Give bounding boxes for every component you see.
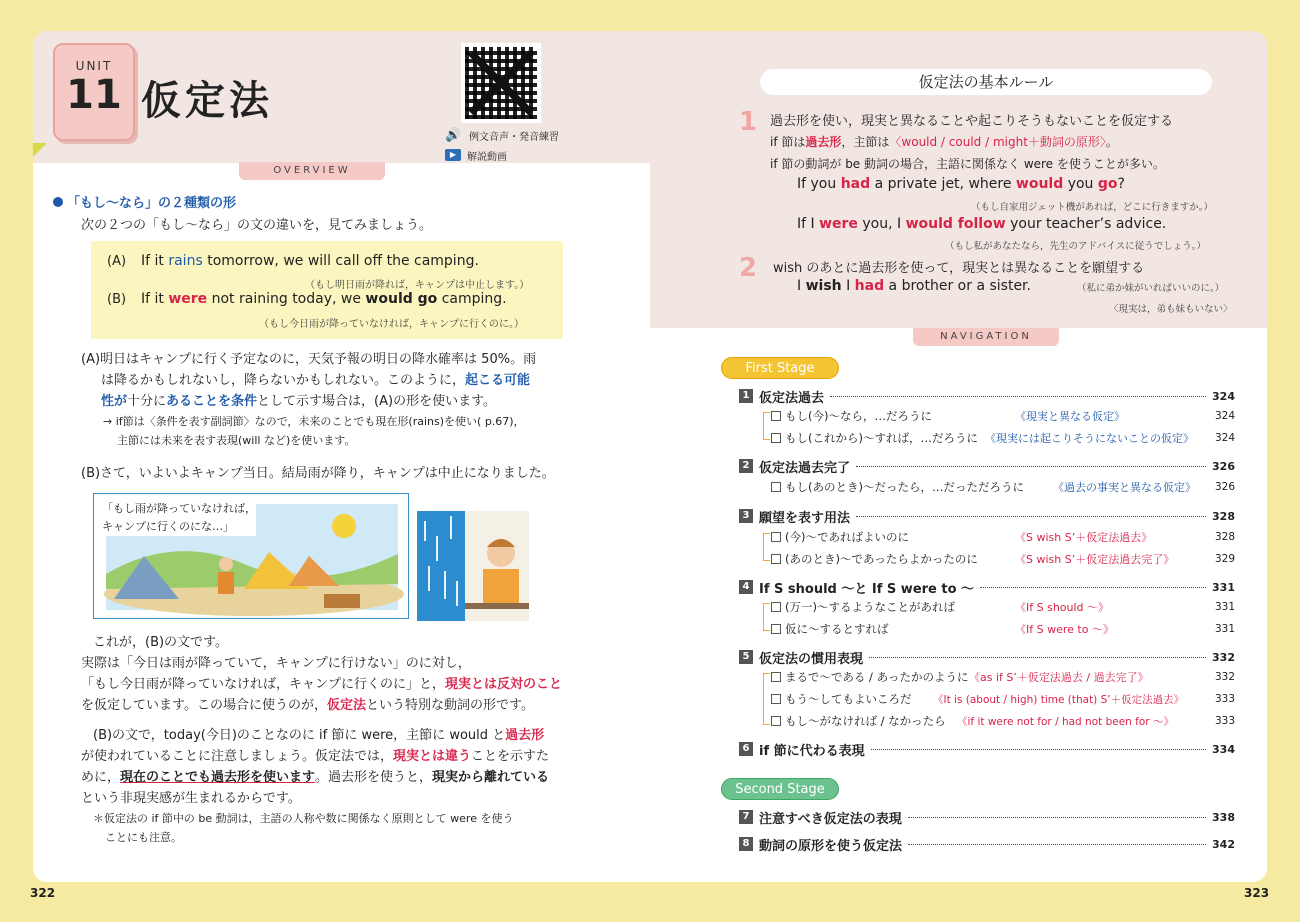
section-title-label: if 節に代わる表現 xyxy=(759,743,865,759)
nav-item[interactable] xyxy=(771,597,1235,617)
section-title-label: 仮定法過去完了 xyxy=(759,460,851,476)
ex1-part6: ? xyxy=(1117,176,1125,192)
p3-3d: 現実から離れている xyxy=(432,770,550,785)
rule-1-sub2: if 節の動詞が be 動詞の場合，主語に関係なく were を使うことが多い。 xyxy=(770,157,1165,171)
nav-item[interactable] xyxy=(771,477,1235,497)
section-title-label: 仮定法過去 xyxy=(759,390,825,406)
p2-3b: 現実とは反対のこと xyxy=(445,677,563,692)
speaker-icon: 🔊 xyxy=(445,127,462,143)
overview-tab: OVERVIEW xyxy=(239,162,385,180)
nav-bracket xyxy=(763,533,770,561)
rule-1-example2 xyxy=(797,216,1166,232)
example-b-before: If it xyxy=(141,291,169,307)
section-page: 326 xyxy=(1212,459,1235,473)
example-b-translation: （もし今日雨が降っていなければ，キャンプに行くのに。） xyxy=(259,319,524,330)
nav-item-text: (今)〜であればよいのに xyxy=(785,530,909,544)
unit-badge xyxy=(53,43,135,141)
camping-illustration xyxy=(93,493,409,619)
book-spread xyxy=(33,31,1267,882)
nav-section-4[interactable] xyxy=(739,577,1235,597)
ex1-part3: would xyxy=(1015,176,1064,192)
nav-item-text: まるで〜である / あったかのように xyxy=(785,670,969,684)
p3-line3 xyxy=(81,767,601,788)
p2-line2: 実際は「今日は雨が降っていて，キャンプに行けない」のに対し， xyxy=(81,656,471,671)
rule-1-translation2: （もし私があなたなら，先生のアドバイスに従うでしょう。） xyxy=(945,241,1206,252)
p3-2c: ことを示すた xyxy=(471,749,550,764)
section-title xyxy=(53,192,236,211)
leader-dots xyxy=(856,516,1206,517)
thought-bubble xyxy=(102,500,256,536)
nav-item-tag: 《現実には起こりそうにないことの仮定》 xyxy=(985,432,1194,445)
intro-text: 次の２つの「もし〜なら」の文の違いを，見てみましょう。 xyxy=(81,218,433,233)
para-a-2a: は降るかもしれないし，降らないかもしれない。このように， xyxy=(101,373,466,388)
nav-item-tag: 《if it were not for / had not been for 〜》 xyxy=(957,715,1174,728)
video-link-label: 解説動画 xyxy=(467,151,507,163)
checkbox[interactable] xyxy=(771,602,781,612)
rule-1-sub1e: 。 xyxy=(1105,135,1118,149)
nav-item[interactable] xyxy=(771,428,1235,448)
nav-item-tag: 《If S were to 〜》 xyxy=(1015,623,1114,636)
nav-item-page: 332 xyxy=(1214,671,1235,683)
p2-4a: を仮定しています。この場合に使うのが， xyxy=(81,698,327,713)
ex1-part1: had xyxy=(840,176,871,192)
nav-item[interactable] xyxy=(771,711,1235,731)
nav-item[interactable] xyxy=(771,689,1235,709)
unit-number: 11 xyxy=(66,72,122,118)
section-num: 4 xyxy=(739,580,753,594)
rule-1-sub1b: 過去形 xyxy=(805,135,842,149)
note-a-line1: → if節は〈条件を表す副詞節〉なので，未来のことでも現在形(rains)を使い( p.67)， xyxy=(103,415,525,428)
tab-notch xyxy=(33,143,47,157)
checkbox[interactable] xyxy=(771,433,781,443)
first-stage-badge: First Stage xyxy=(721,357,839,379)
example-a-highlight: rains xyxy=(168,253,203,269)
nav-item-tag: 《It is (about / high) time (that) S’＋仮定法過去》 xyxy=(933,693,1185,706)
second-stage-badge: Second Stage xyxy=(721,778,839,800)
section-page: 338 xyxy=(1212,810,1235,824)
cross-icon xyxy=(465,47,537,119)
unit-label: UNIT xyxy=(75,59,113,73)
rule-1-sub1c: ，主節は xyxy=(841,135,890,149)
p2-4b: 仮定法 xyxy=(326,698,366,713)
section-num: 5 xyxy=(739,650,753,664)
p2-line4 xyxy=(81,695,601,716)
section-num: 8 xyxy=(739,837,753,851)
section-page: 342 xyxy=(1212,837,1235,851)
checkbox[interactable] xyxy=(771,554,781,564)
r2-part2: I xyxy=(841,278,855,294)
nav-item-tag: 《S wish S’＋仮定法過去完了》 xyxy=(1015,553,1175,566)
ex2-part4: your teacher’s advice. xyxy=(1005,216,1167,232)
bullet-dot xyxy=(53,197,63,207)
rule-2-example xyxy=(797,278,1031,294)
navigation-tab: NAVIGATION xyxy=(913,328,1059,346)
section-num: 1 xyxy=(739,389,753,403)
r2-part4: a brother or a sister. xyxy=(884,278,1031,294)
nav-section-8[interactable] xyxy=(739,834,1235,854)
section-title-label: 注意すべき仮定法の表現 xyxy=(759,811,902,827)
paragraph-a xyxy=(81,349,567,450)
rules-title: 仮定法の基本ルール xyxy=(760,69,1212,95)
nav-item-text: (あのとき)〜であったらよかったのに xyxy=(785,552,978,566)
nav-item-page: 331 xyxy=(1214,601,1235,613)
audio-link[interactable] xyxy=(445,125,559,145)
rule-2-number: 2 xyxy=(739,253,758,283)
para-a-3c: あることを条件 xyxy=(166,394,258,409)
leader-dots xyxy=(830,396,1206,397)
p3-1b: 過去形 xyxy=(505,728,545,743)
bubble-line1: 「もし雨が降っていなければ， xyxy=(102,502,256,515)
leader-dots xyxy=(908,844,1206,845)
rule-1-text: 過去形を使い，現実と異なることや起こりそうもないことを仮定する xyxy=(770,114,1174,129)
nav-section-5[interactable] xyxy=(739,647,1235,667)
ex2-part2: you, I xyxy=(857,216,906,232)
checkbox[interactable] xyxy=(771,411,781,421)
nav-item[interactable] xyxy=(771,667,1235,687)
bubble-line2: キャンプに行くのにな…」 xyxy=(102,520,234,533)
nav-item-text: もう〜してもよいころだ xyxy=(785,692,912,706)
para-a-line3 xyxy=(81,391,567,412)
r2-part3: had xyxy=(854,278,885,294)
section-title-label: If S should 〜と If S were to 〜 xyxy=(759,581,975,597)
p2-line3 xyxy=(81,674,601,695)
p3-3a: めに， xyxy=(81,770,121,785)
section-page: 332 xyxy=(1212,650,1235,664)
example-a-after: tomorrow, we will call off the camping. xyxy=(202,253,479,269)
nav-item[interactable] xyxy=(771,527,1235,547)
nav-section-7[interactable] xyxy=(739,807,1235,827)
paragraph-3 xyxy=(81,725,601,847)
p3-line4: という非現実感が生まれるからです。 xyxy=(81,791,301,806)
nav-item-text: 仮に〜するとすれば xyxy=(785,622,889,636)
rule-2-note: 〈現実は，弟も妹もいない〉 xyxy=(1109,304,1233,315)
para-a-3a: 性が xyxy=(101,394,128,409)
checkbox[interactable] xyxy=(771,624,781,634)
section-title-text: 「もし〜なら」の２種類の形 xyxy=(67,196,237,211)
ex2-part3: would follow xyxy=(905,216,1006,232)
leader-dots xyxy=(871,749,1206,750)
qr-code[interactable] xyxy=(461,43,541,123)
nav-bracket xyxy=(763,412,770,440)
rain-window-illustration xyxy=(417,511,529,621)
section-num: 3 xyxy=(739,509,753,523)
para-a-3b: 十分に xyxy=(127,394,167,409)
nav-item-text: もし(これから)〜すれば，…だろうに xyxy=(785,431,978,445)
play-icon: ▶ xyxy=(445,149,461,161)
example-b-label: (B) xyxy=(107,292,127,307)
paragraph-2 xyxy=(81,632,601,716)
nav-item-tag: 《as if S’＋仮定法過去 / 過去完了》 xyxy=(969,671,1149,684)
nav-section-6[interactable] xyxy=(739,739,1235,759)
nav-section-3[interactable] xyxy=(739,506,1235,526)
leader-dots xyxy=(908,817,1206,818)
nav-item[interactable] xyxy=(771,619,1235,639)
audio-link-label: 例文音声・発音練習 xyxy=(469,131,559,143)
rule-1-sub1 xyxy=(770,133,1118,150)
page-number-left: 322 xyxy=(30,886,56,900)
rule-1-example1 xyxy=(797,176,1125,192)
para-a-line2 xyxy=(81,370,567,391)
p3-1a: (B)の文で，today(今日)のことなのに if 節に were，主節に would と xyxy=(93,728,506,743)
para-a-3d: として示す場合は，(A)の形を使います。 xyxy=(257,394,497,409)
nav-item-text: もし(あのとき)〜だったら，…だっただろうに xyxy=(785,480,1024,494)
ex2-part1: were xyxy=(819,216,858,232)
rule-1-number: 1 xyxy=(739,107,758,137)
p3-3c: 。過去形を使うと， xyxy=(315,770,433,785)
ex2-part0: If I xyxy=(797,216,820,232)
example-a xyxy=(107,253,479,269)
checkbox[interactable] xyxy=(771,694,781,704)
page-title: 仮定法 xyxy=(141,78,273,124)
para-a-line1: (A)明日はキャンプに行く予定なのに，天気予報の明日の降水確率は 50%。雨 xyxy=(81,352,537,367)
footnote-line2: ことにも注意。 xyxy=(105,831,182,844)
example-b-highlight: were xyxy=(168,291,208,307)
paragraph-b: (B)さて，いよいよキャンプ当日。結局雨が降り，キャンプは中止になりました。 xyxy=(81,466,555,481)
section-num: 2 xyxy=(739,459,753,473)
nav-bracket xyxy=(763,603,770,631)
nav-item-tag: 《S wish S’＋仮定法過去》 xyxy=(1015,531,1153,544)
example-b-after: camping. xyxy=(437,291,507,307)
rule-1-translation1: （もし自家用ジェット機があれば，どこに行きますか。） xyxy=(971,202,1214,213)
nav-section-1[interactable] xyxy=(739,386,1235,406)
rule-1-sub1d: 〈would / could / might＋動詞の原形〉 xyxy=(889,135,1106,149)
rule-2-text: wish のあとに過去形を使って，現実とは異なることを願望する xyxy=(773,261,1145,276)
video-link[interactable] xyxy=(445,145,559,165)
nav-item-text: もし(今)〜なら，…だろうに xyxy=(785,409,932,423)
ex1-part4: you xyxy=(1063,176,1098,192)
nav-item-page: 328 xyxy=(1214,531,1235,543)
example-a-before: If it xyxy=(141,253,169,269)
section-page: 324 xyxy=(1212,389,1235,403)
section-title-label: 動詞の原形を使う仮定法 xyxy=(759,838,903,854)
nav-bracket xyxy=(763,673,770,725)
qr-links xyxy=(445,125,559,165)
nav-item-text: もし〜がなければ / なかったら xyxy=(785,714,946,728)
p3-2b: 現実とは違う xyxy=(393,749,472,764)
p3-3b: 現在のことでも過去形を使います xyxy=(120,770,316,785)
checkbox[interactable] xyxy=(771,532,781,542)
rule-1-sub1a: if 節は xyxy=(770,135,806,149)
rule-2-translation: （私に弟か妹がいればいいのに。） xyxy=(1077,283,1225,294)
nav-item-page: 333 xyxy=(1214,715,1235,727)
p3-2a: が使われていることに注意しましょう。仮定法では， xyxy=(81,749,394,764)
nav-item-page: 331 xyxy=(1214,623,1235,635)
p2-4c: という特別な動詞の形です。 xyxy=(365,698,534,713)
checkbox[interactable] xyxy=(771,716,781,726)
nav-item-page: 329 xyxy=(1214,553,1235,565)
section-title-label: 願望を表す用法 xyxy=(759,510,851,526)
leader-dots xyxy=(980,587,1206,588)
example-b xyxy=(107,291,507,307)
example-b-mid: not raining today, we xyxy=(207,291,366,307)
ex1-part2: a private jet, where xyxy=(870,176,1016,192)
nav-item[interactable] xyxy=(771,406,1235,426)
checkbox[interactable] xyxy=(771,482,781,492)
example-a-label: (A) xyxy=(107,254,127,269)
footnote-line1: ＊仮定法の if 節中の be 動詞は，主語の人称や数に関係なく原則として were を使う xyxy=(93,812,514,825)
nav-item-page: 324 xyxy=(1214,432,1235,444)
para-a-2b: 起こる可能 xyxy=(465,373,531,388)
p3-line2 xyxy=(81,746,601,767)
nav-item-tag: 《過去の事実と異なる仮定》 xyxy=(1053,481,1196,494)
p2-line1: これが，(B)の文です。 xyxy=(93,635,229,650)
section-title-label: 仮定法の慣用表現 xyxy=(759,651,864,667)
ex1-part5: go xyxy=(1097,176,1118,192)
section-page: 328 xyxy=(1212,509,1235,523)
p3-line1 xyxy=(81,725,601,746)
section-page: 334 xyxy=(1212,742,1235,756)
leader-dots xyxy=(856,466,1206,467)
r2-part0: I xyxy=(797,278,806,294)
nav-item-text: (万一)〜するようなことがあれば xyxy=(785,600,955,614)
page-number-right: 323 xyxy=(1244,886,1270,900)
nav-item[interactable] xyxy=(771,549,1235,569)
r2-part1: wish xyxy=(805,278,842,294)
nav-item-page: 326 xyxy=(1214,481,1235,493)
nav-section-2[interactable] xyxy=(739,456,1235,476)
nav-item-page: 324 xyxy=(1214,410,1235,422)
leader-dots xyxy=(869,657,1206,658)
p2-3a: 「もし今日雨が降っていなければ，キャンプに行くのに」と， xyxy=(81,677,446,692)
note-a-line2: 主節には未来を表す表現(will など)を使います。 xyxy=(117,434,356,447)
checkbox[interactable] xyxy=(771,672,781,682)
nav-item-page: 333 xyxy=(1214,693,1235,705)
example-b-highlight2: would go xyxy=(365,291,438,307)
section-page: 331 xyxy=(1212,580,1235,594)
section-num: 7 xyxy=(739,810,753,824)
nav-item-tag: 《If S should 〜》 xyxy=(1015,601,1110,614)
nav-item-tag: 《現実と異なる仮定》 xyxy=(1015,410,1125,423)
section-num: 6 xyxy=(739,742,753,756)
ex1-part0: If you xyxy=(797,176,841,192)
example-a-translation: （もし明日雨が降れば，キャンプは中止します。） xyxy=(305,280,530,291)
